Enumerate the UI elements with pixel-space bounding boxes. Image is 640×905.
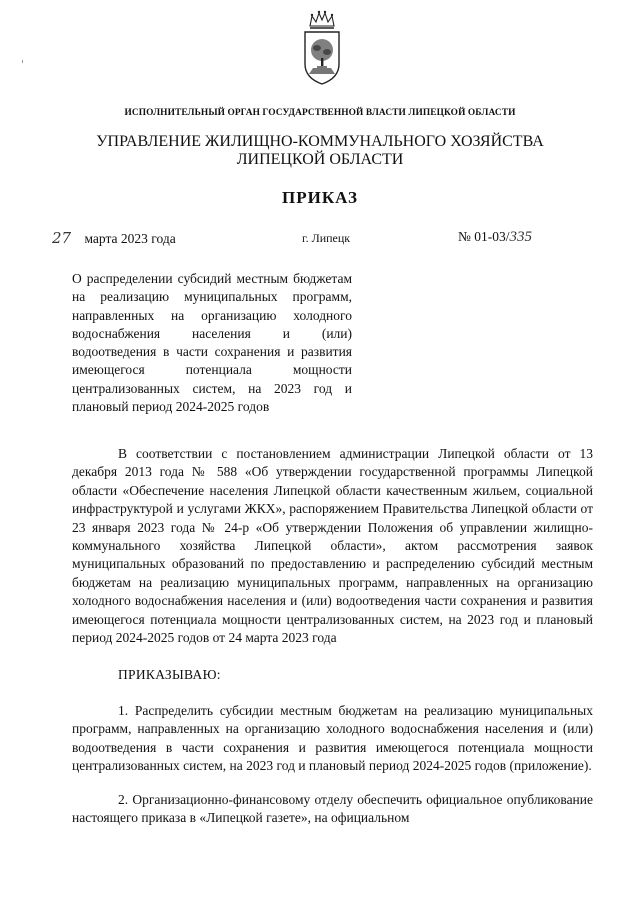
order-number-prefix: № 01-03/	[458, 229, 510, 244]
order-subject: О распределении субсидий местным бюджетам на реализацию муниципальных программ, направленных на организацию холодного водоснабжения населения и (или) водоотведения в части сохранения и развития имеющегося потенциала мощности централизованных систем, на 2023 год и плановый период 2024-2025 годов	[72, 271, 352, 415]
issuing-authority: ИСПОЛНИТЕЛЬНЫЙ ОРГАН ГОСУДАРСТВЕННОЙ ВЛАСТИ ЛИПЕЦКОЙ ОБЛАСТИ	[124, 108, 516, 118]
date-text: марта 2023 года	[84, 231, 176, 246]
coat-of-arms-icon	[301, 8, 343, 86]
document-title: ПРИКАЗ	[282, 188, 358, 207]
order-city: г. Липецк	[302, 231, 351, 245]
margin-mark	[22, 60, 23, 63]
order-date	[52, 229, 176, 247]
preamble-paragraph: В соответствии с постановлением администрации Липецкой области от 13 декабря 2013 года № 588 «Об утверждении государственной программы Липецкой области «Обеспечение населения Липецкой области качественным жильем, социальной инфраструктурой и услугами ЖКХ», распоряжением Правительства Липецкой области от 23 января 2023 года № 24-р «Об утверждении Положения об управлении жилищно-коммунального хозяйства Липецкой области», актом рассмотрения заявок муниципальных образований по предоставлению и распределению субсидий местным бюджетам на реализацию муниципальных программ, направленных на организацию холодного водоснабжения населения и (или) водоотведения части сохранения и развития имеющегося потенциала мощности централизованных систем, на 2023 год и плановый период 2024-2025 годов от 24 марта 2023 года	[72, 446, 593, 646]
order-number-handwritten: 335	[509, 229, 533, 245]
department-name-line2: ЛИПЕЦКОЙ ОБЛАСТИ	[236, 151, 404, 168]
department-name-line1: УПРАВЛЕНИЕ ЖИЛИЩНО-КОММУНАЛЬНОГО ХОЗЯЙСТВА	[96, 133, 544, 150]
order-number	[458, 229, 532, 246]
order-item-2: 2. Организационно-финансовому отделу обеспечить официальное опубликование настоящего приказа в «Липецкой газете», на официальном	[72, 792, 593, 826]
date-day-handwritten: 27	[52, 229, 72, 247]
order-item-1: 1. Распределить субсидии местным бюджетам на реализацию муниципальных программ, направленных на организацию холодного водоснабжения населения и (или) водоотведения в части сохранения и развития имеющегося потенциала мощности централизованных систем, на 2023 год и плановый период 2024-2025 годов (приложение).	[72, 703, 593, 774]
department-name	[0, 133, 640, 169]
order-word: ПРИКАЗЫВАЮ:	[118, 667, 221, 682]
